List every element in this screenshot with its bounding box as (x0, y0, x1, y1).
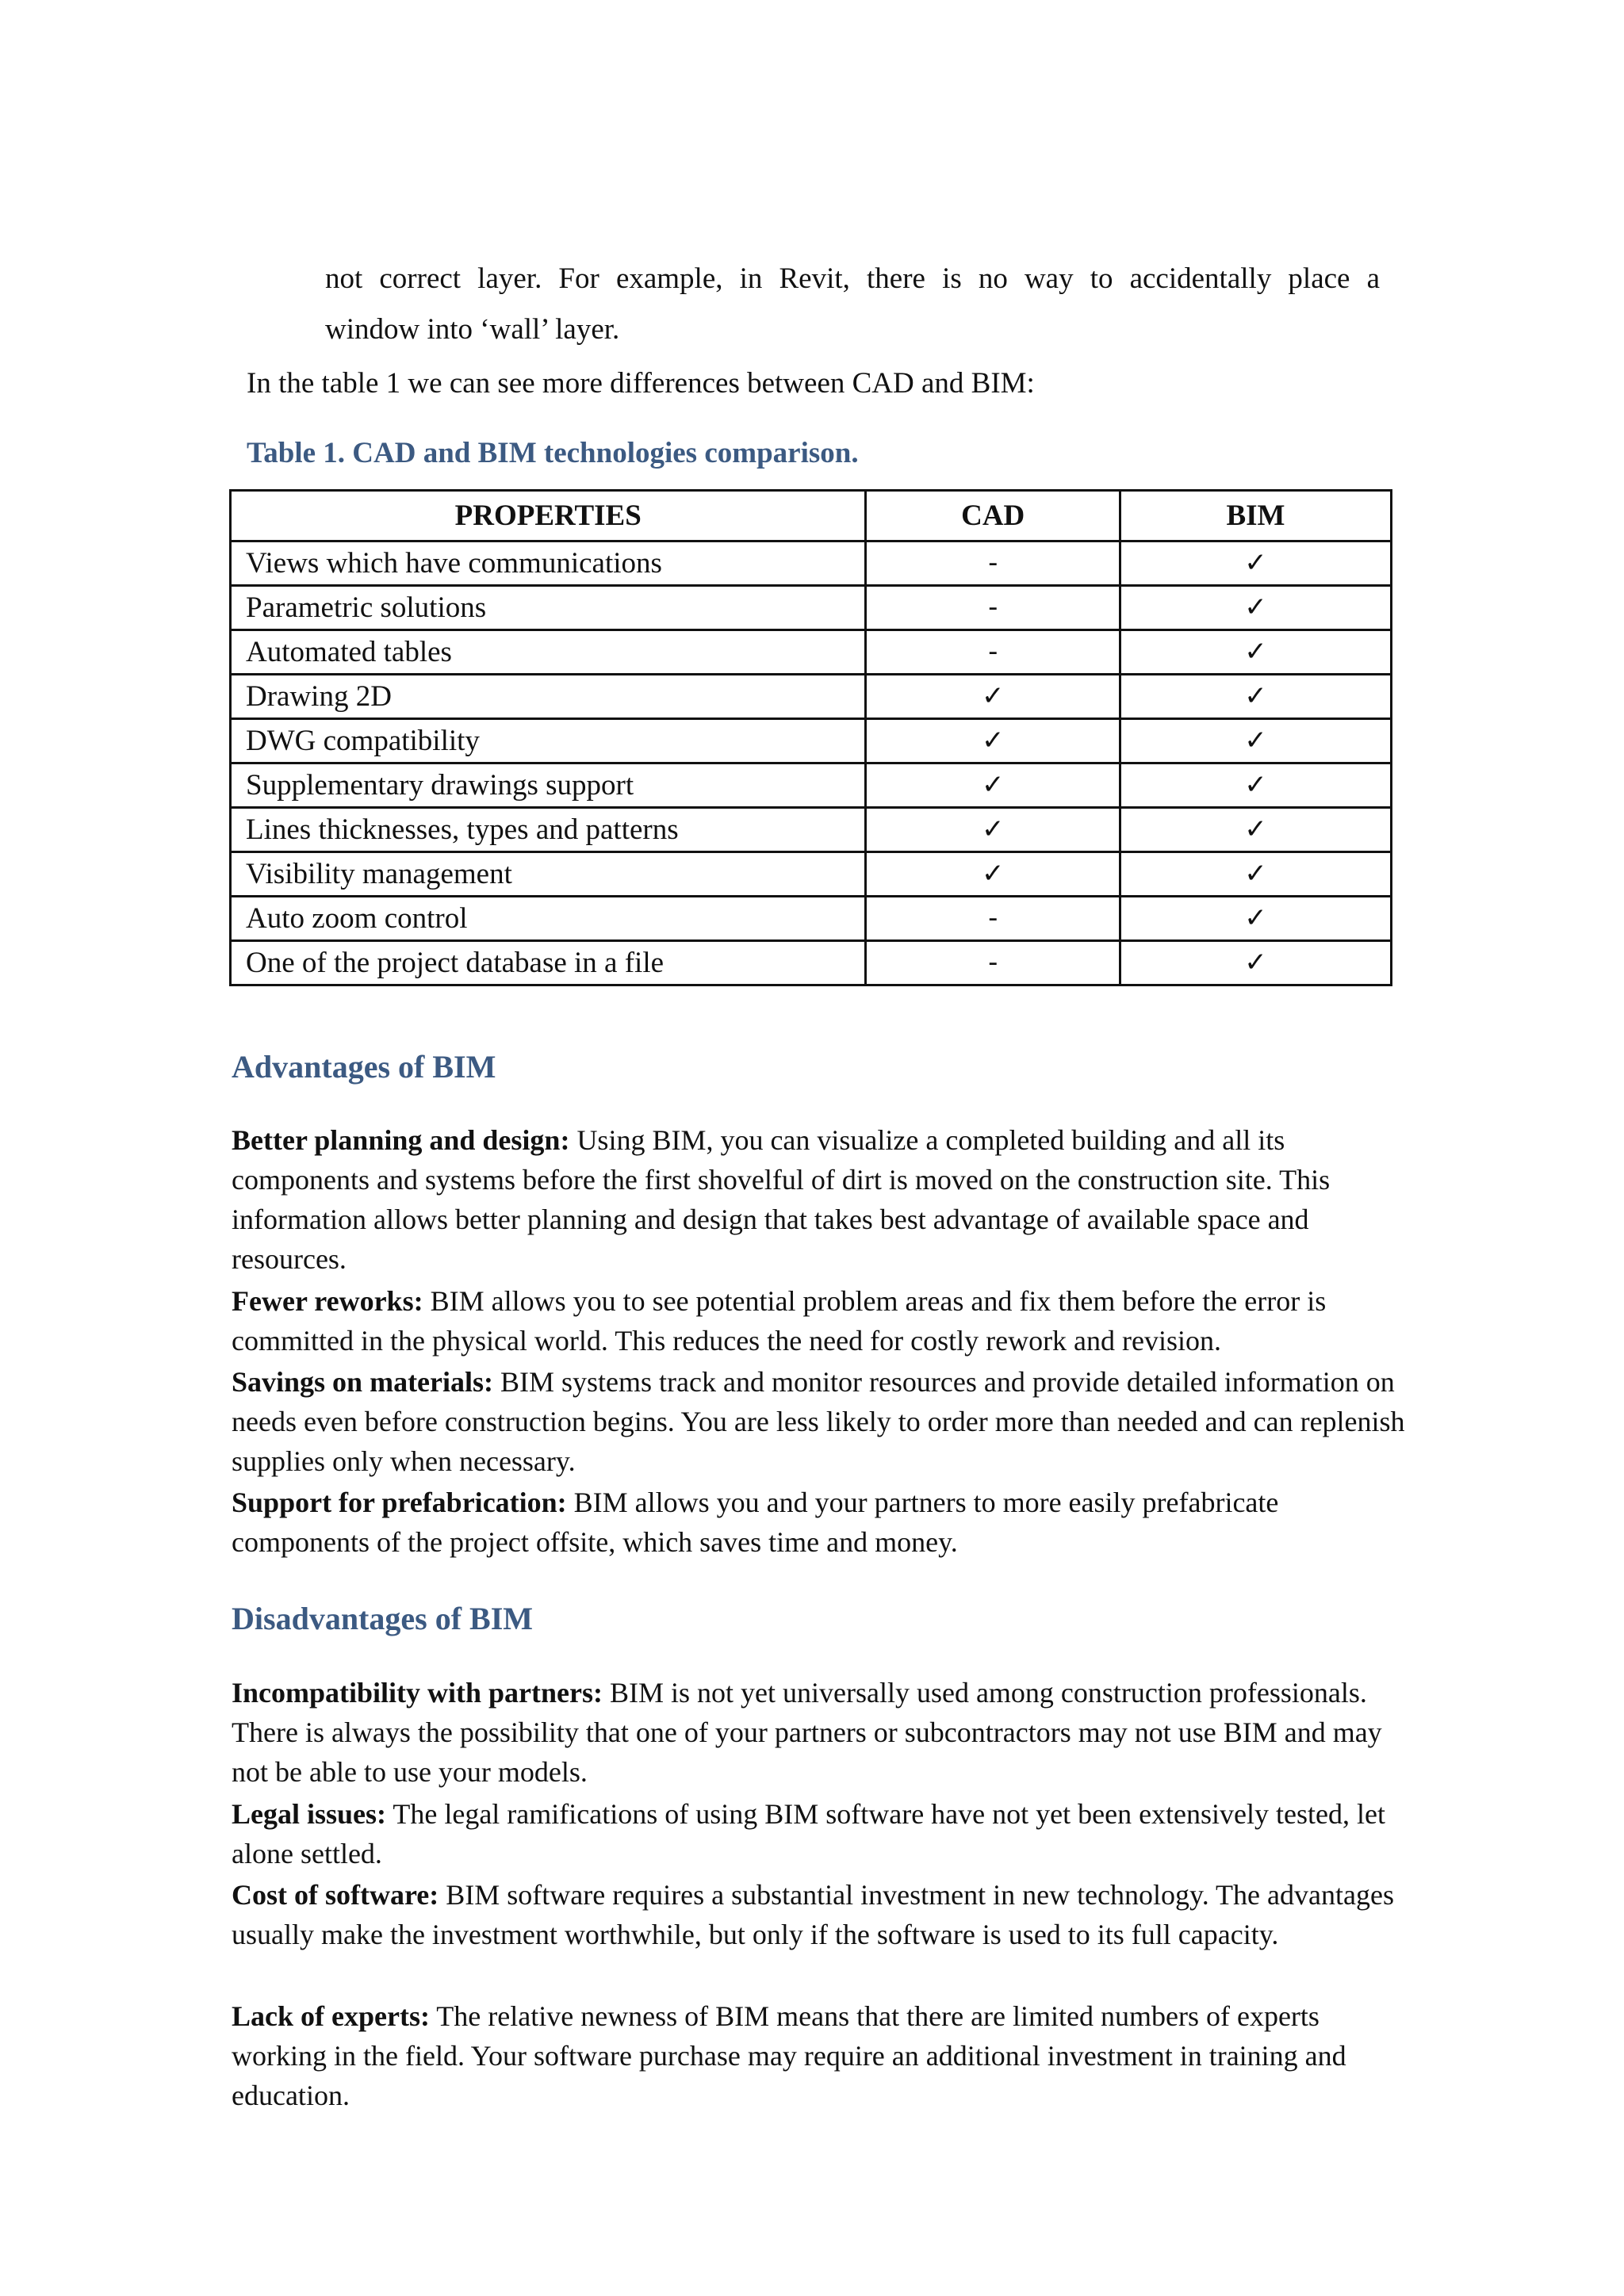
paragraph-term: Fewer reworks: (232, 1285, 423, 1317)
bim-cell: ✓ (1120, 630, 1391, 675)
advantage-paragraph (232, 1483, 1413, 1562)
bim-cell: ✓ (1120, 586, 1391, 630)
disadvantage-paragraph (232, 1794, 1413, 1873)
paragraph-text: The relative newness of BIM means that there are limited numbers of experts working in the field. Your software purchase may require an additional investment in training and education. (232, 2000, 1346, 2111)
table-row (231, 763, 1392, 808)
property-cell: Visibility management (231, 852, 866, 897)
bim-cell: ✓ (1120, 808, 1391, 852)
property-cell: Parametric solutions (231, 586, 866, 630)
disadvantages-heading: Disadvantages of BIM (232, 1601, 534, 1636)
advantages-heading: Advantages of BIM (232, 1049, 496, 1085)
continuation-line-1: not correct layer. For example, in Revit, there is no way to accidentally place a (325, 262, 1380, 295)
paragraph-term: Incompatibility with partners: (232, 1677, 603, 1709)
table-row (231, 586, 1392, 630)
cad-cell: - (866, 630, 1120, 675)
cad-cell: - (866, 897, 1120, 941)
continuation-line-2: window into ‘wall’ layer. (325, 313, 620, 346)
comparison-table (229, 489, 1392, 986)
paragraph-term: Savings on materials: (232, 1366, 494, 1398)
property-cell: One of the project database in a file (231, 941, 866, 985)
disadvantage-paragraph (232, 1673, 1413, 1792)
table-header-row (231, 491, 1392, 541)
cad-cell: ✓ (866, 808, 1120, 852)
table-row (231, 852, 1392, 897)
bim-cell: ✓ (1120, 941, 1391, 985)
table-row (231, 941, 1392, 985)
paragraph-term: Support for prefabrication: (232, 1487, 567, 1518)
paragraph-text: BIM allows you and your partners to more easily prefabricate components of the project offsite, which saves time and money. (232, 1487, 1279, 1558)
advantage-paragraph (232, 1362, 1413, 1481)
property-cell: Automated tables (231, 630, 866, 675)
header-properties: PROPERTIES (231, 491, 866, 541)
property-cell: DWG compatibility (231, 719, 866, 763)
header-cad: CAD (866, 491, 1120, 541)
paragraph-text: BIM is not yet universally used among construction professionals. There is always the possibility that one of your partners or subcontractors may not use BIM and may not be able to use your models. (232, 1677, 1382, 1788)
bim-cell: ✓ (1120, 675, 1391, 719)
table-row (231, 719, 1392, 763)
header-bim: BIM (1120, 491, 1391, 541)
bim-cell: ✓ (1120, 852, 1391, 897)
property-cell: Auto zoom control (231, 897, 866, 941)
advantage-paragraph (232, 1120, 1413, 1279)
property-cell: Drawing 2D (231, 675, 866, 719)
paragraph-text: BIM software requires a substantial investment in new technology. The advantages usually make the investment worthwhile, but only if the software is used to its full capacity. (232, 1879, 1394, 1950)
table-row (231, 675, 1392, 719)
disadvantage-paragraph (232, 1875, 1413, 1954)
paragraph-text: BIM systems track and monitor resources and provide detailed information on needs even before construction begins. You are less likely to order more than needed and can replenish supplies only when necessary. (232, 1366, 1405, 1477)
property-cell: Views which have communications (231, 541, 866, 586)
paragraph-term: Lack of experts: (232, 2000, 430, 2032)
disadvantage-paragraph (232, 1996, 1413, 2115)
table-intro-text: In the table 1 we can see more differences between CAD and BIM: (247, 367, 1035, 400)
bim-cell: ✓ (1120, 719, 1391, 763)
cad-cell: - (866, 541, 1120, 586)
table-row (231, 808, 1392, 852)
advantage-paragraph (232, 1281, 1413, 1360)
table-row (231, 541, 1392, 586)
property-cell: Lines thicknesses, types and patterns (231, 808, 866, 852)
bim-cell: ✓ (1120, 763, 1391, 808)
property-cell: Supplementary drawings support (231, 763, 866, 808)
table-caption: Table 1. CAD and BIM technologies comparison. (247, 437, 859, 469)
table-row (231, 630, 1392, 675)
paragraph-text: The legal ramifications of using BIM software have not yet been extensively tested, let alone settled. (232, 1798, 1385, 1869)
cad-cell: ✓ (866, 719, 1120, 763)
cad-cell: ✓ (866, 675, 1120, 719)
cad-cell: ✓ (866, 852, 1120, 897)
table-row (231, 897, 1392, 941)
cad-cell: ✓ (866, 763, 1120, 808)
bim-cell: ✓ (1120, 897, 1391, 941)
paragraph-term: Cost of software: (232, 1879, 439, 1911)
paragraph-term: Legal issues: (232, 1798, 387, 1830)
bim-cell: ✓ (1120, 541, 1391, 586)
cad-cell: - (866, 941, 1120, 985)
cad-cell: - (866, 586, 1120, 630)
paragraph-text: Using BIM, you can visualize a completed building and all its components and systems before the first shovelful of dirt is moved on the construction site. This information allows better planning and design that takes best advantage of available space and resources. (232, 1124, 1331, 1275)
paragraph-term: Better planning and design: (232, 1124, 570, 1156)
paragraph-text: BIM allows you to see potential problem areas and fix them before the error is committed in the physical world. This reduces the need for costly rework and revision. (232, 1285, 1327, 1357)
